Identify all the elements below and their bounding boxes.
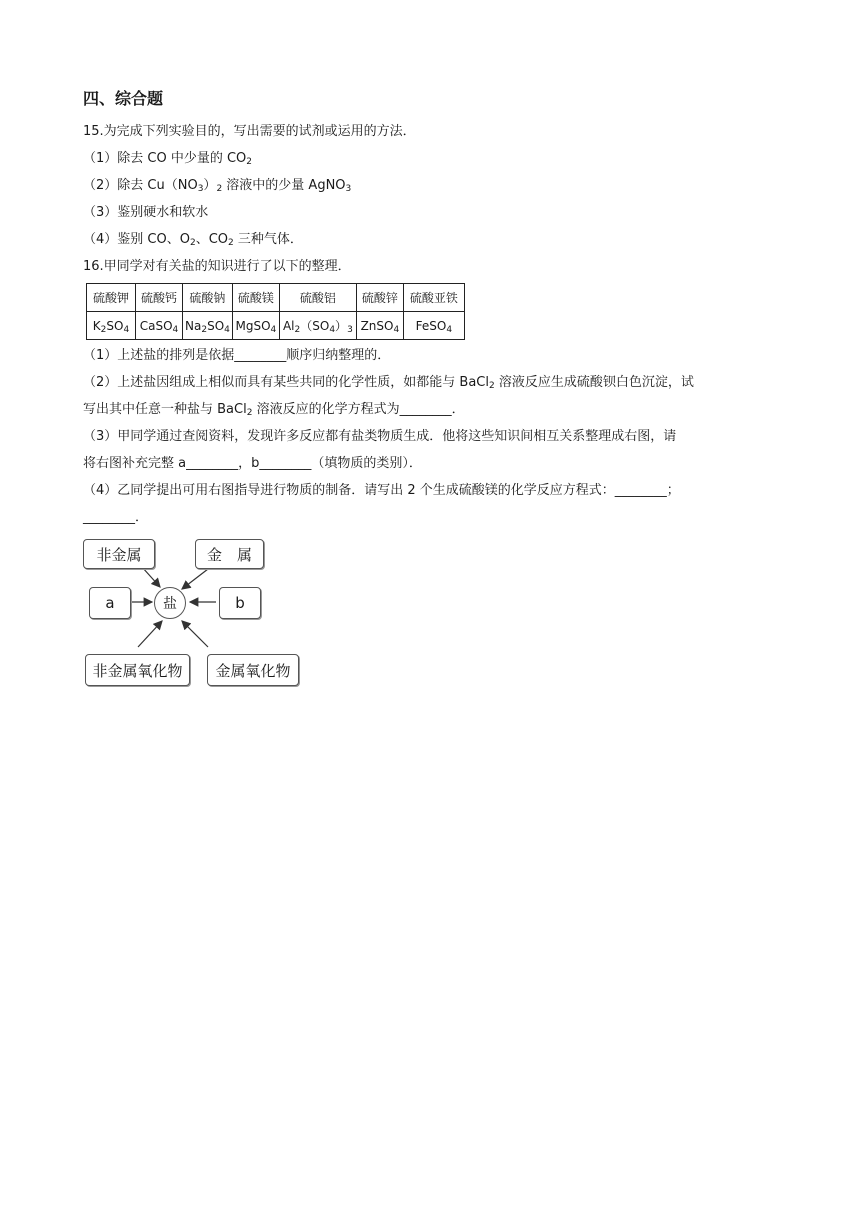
salt-name-cell: 硫酸钙: [136, 284, 183, 312]
q15-item-2: （2）除去 $Cu(NO_3)_2$ 溶液中的少量 AgNO$_3$: [83, 178, 352, 194]
a-box: a: [89, 587, 131, 619]
formula-text: CaSO$_4$: [139, 318, 179, 335]
salt-formula-cell: [183, 312, 233, 340]
salt-name-cell: 硫酸钾: [87, 284, 136, 312]
nonmetal-box: 非金属: [83, 539, 155, 569]
q16-stem: 16.甲同学对有关盐的知识进行了以下的整理．: [83, 259, 351, 274]
salt-name-cell: 硫酸铝: [279, 284, 356, 312]
formula-text: $Na_2SO_4$: [185, 318, 230, 335]
q15-item-4: （4）鉴别 CO、$O_2$、$CO_2$ 三种气体．: [83, 232, 303, 248]
q15-stem: 15.为完成下列实验目的，写出需要的试剂或运用的方法．: [83, 124, 416, 139]
q16-part-1: （1）上述盐的排列是依据________顺序归纳整理的．: [83, 348, 391, 363]
salt-formula-cell: [279, 312, 356, 340]
q15-item-1: （1）除去 CO 中少量的 $CO_2$: [83, 151, 253, 167]
salt-formula-cell: [136, 312, 183, 340]
q16-part-3a: （3）甲同学通过查阅资料，发现许多反应都有盐类物质生成．他将这些知识间相互关系整理成右图，请: [83, 429, 677, 444]
salt-formula-cell: [403, 312, 464, 340]
salt-formula-cell: [232, 312, 279, 340]
salt-name-row: [87, 284, 465, 312]
salt-name-cell: 硫酸镁: [232, 284, 279, 312]
b-box: b: [219, 587, 261, 619]
salt-formula-row: [87, 312, 465, 340]
q16-part-4b: ________．: [83, 510, 149, 525]
salt-formula-cell: [87, 312, 136, 340]
salt-circle: 盐: [154, 587, 186, 619]
salt-relation-diagram: [80, 535, 310, 690]
nonmetal-oxide-box: 非金属氧化物: [85, 654, 190, 686]
salt-name-cell: 硫酸钠: [183, 284, 233, 312]
q16-part-2b: 写出其中任意一种盐与 BaCl$_2$ 溶液反应的化学方程式为________．: [83, 402, 465, 418]
q15-item-3: （3）鉴别硬水和软水: [83, 205, 209, 220]
q16-part-4a: （4）乙同学提出可用右图指导进行物质的制备．请写出 2 个生成硫酸镁的化学反应方程式：________；: [83, 483, 680, 498]
formula-text: MgSO$_4$: [235, 318, 277, 335]
metal-oxide-box: 金属氧化物: [207, 654, 299, 686]
salt-table: [86, 283, 465, 340]
salt-name-cell: 硫酸锌: [356, 284, 403, 312]
metal-box: 金 属: [195, 539, 264, 569]
salt-formula-cell: [356, 312, 403, 340]
arrow-metal: [182, 569, 208, 589]
arrow-nonmetal-oxide: [138, 621, 162, 647]
q16-part-2a: （2）上述盐因组成上相似而具有某些共同的化学性质，如都能与 BaCl$_2$ 溶液反应生成硫酸钡白色沉淀，试: [83, 375, 694, 391]
formula-text: $K_2SO_4$: [92, 318, 130, 335]
salt-name-cell: 硫酸亚铁: [403, 284, 464, 312]
formula-text: ZnSO$_4$: [360, 318, 400, 335]
formula-text: FeSO$_4$: [415, 318, 453, 335]
arrow-metal-oxide: [182, 621, 208, 647]
arrow-nonmetal: [142, 567, 160, 587]
formula-text: $Al_2(SO_4)_3$: [282, 319, 353, 335]
q16-part-3b: 将右图补充完整 a________，b________（填物质的类别）．: [83, 456, 422, 471]
section-title: 四、综合题: [83, 89, 164, 108]
